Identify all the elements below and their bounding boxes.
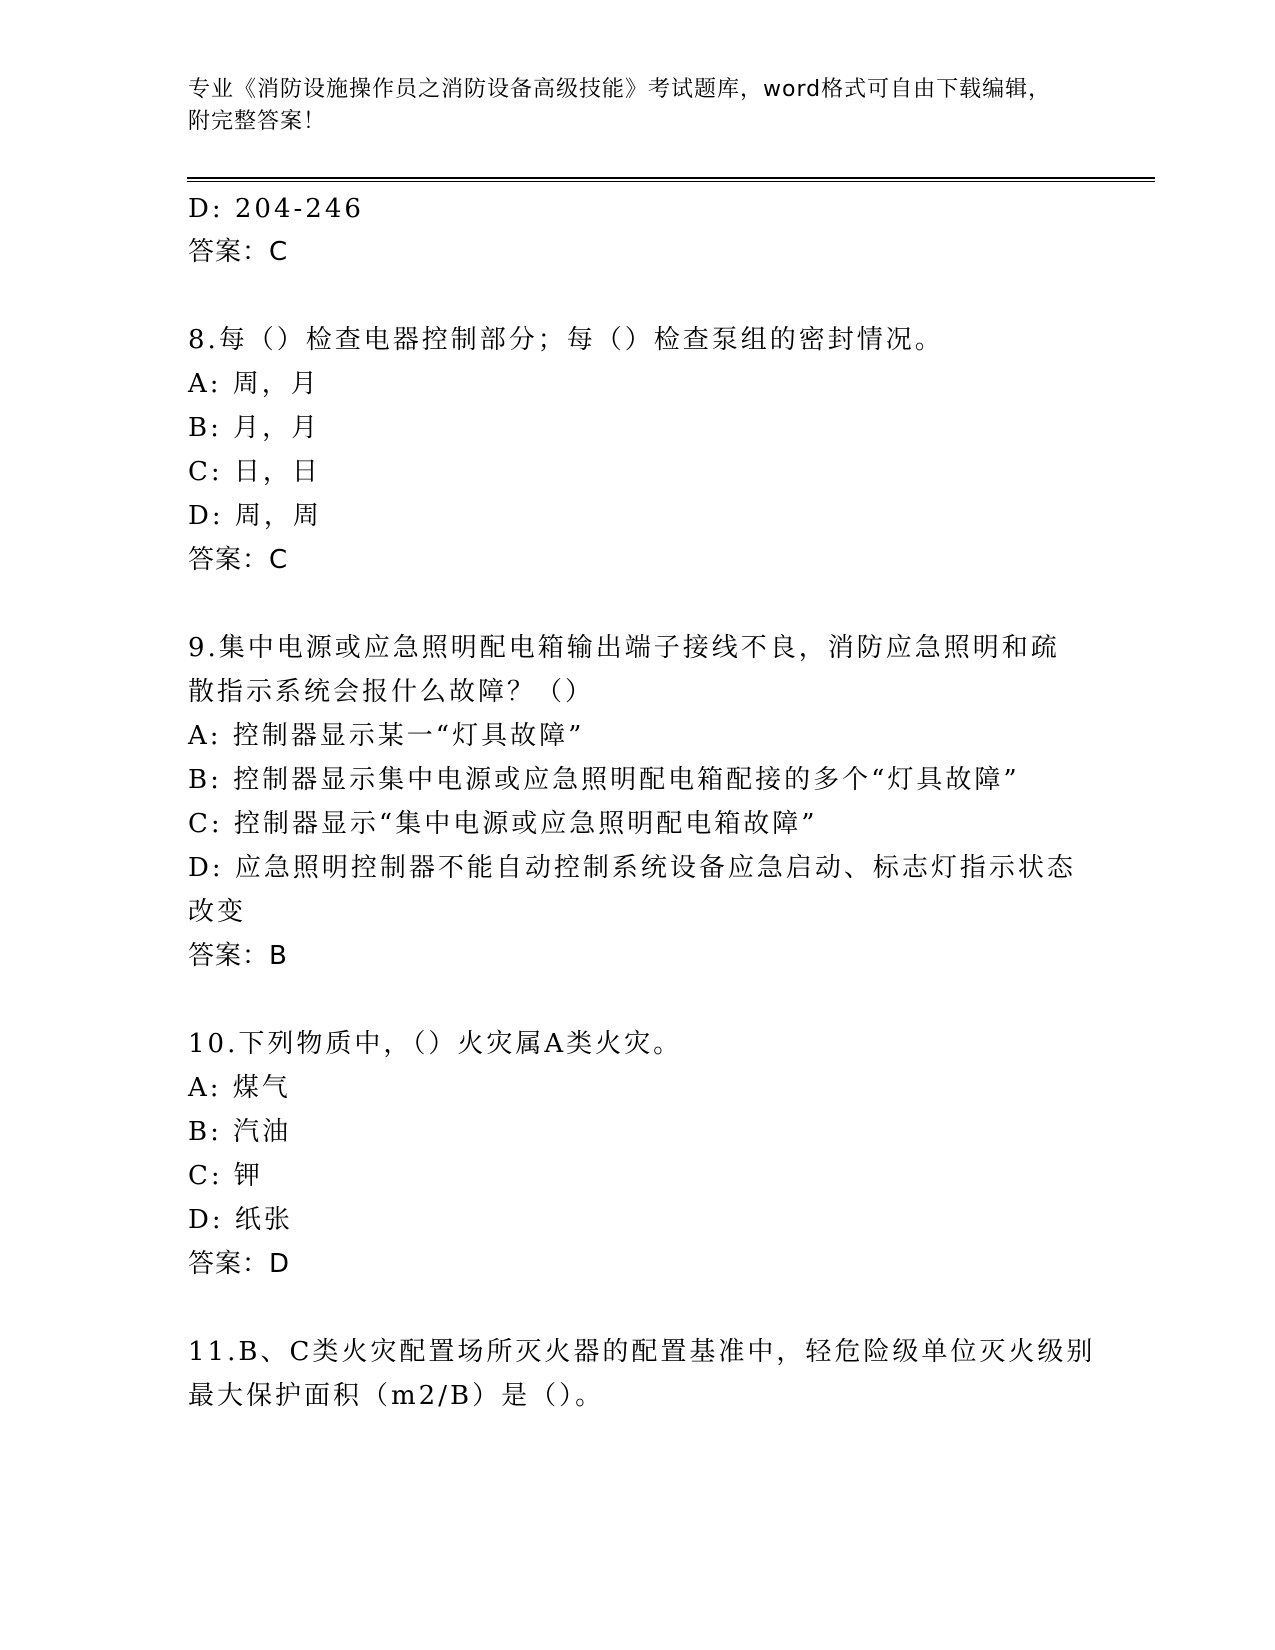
prev-option-d: D: 204-246 <box>188 194 364 224</box>
q9-option-b: B: 控制器显示集中电源或应急照明配电箱配接的多个“灯具故障” <box>188 765 1020 795</box>
header-divider-thick <box>187 177 1155 179</box>
q8-option-b: B: 月，月 <box>188 413 321 443</box>
q8-option-c: C: 日，日 <box>188 457 321 487</box>
q9-option-c: C: 控制器显示“集中电源或应急照明配电箱故障” <box>188 809 818 839</box>
q9-stem-line2: 散指示系统会报什么故障？（） <box>188 677 595 707</box>
q11-stem-line1: 11.B、C类火灾配置场所灭火器的配置基准中，轻危险级单位灭火级别 <box>188 1337 1096 1367</box>
q11-stem-line2: 最大保护面积（m2/B）是（）。 <box>188 1381 605 1411</box>
q10-option-c: C: 钾 <box>188 1161 263 1191</box>
q10-stem: 10.下列物质中，（）火灾属A类火灾。 <box>188 1029 683 1059</box>
q8-stem: 8.每（）检查电器控制部分；每（）检查泵组的密封情况。 <box>188 325 944 355</box>
q10-option-a: A: 煤气 <box>188 1073 291 1103</box>
q8-answer: 答案：C <box>188 545 289 575</box>
document-header: 专业《消防设施操作员之消防设备高级技能》考试题库，word格式可自由下载编辑，附完整答案！ <box>188 77 1052 134</box>
q10-answer: 答案：D <box>188 1249 291 1279</box>
q9-option-d-line1: D: 应急照明控制器不能自动控制系统设备应急启动、标志灯指示状态 <box>188 853 1076 883</box>
q10-option-b: B: 汽油 <box>188 1117 292 1147</box>
q8-option-a: A: 周，月 <box>188 369 320 399</box>
prev-answer: 答案：C <box>188 237 289 267</box>
q10-option-d: D: 纸张 <box>188 1205 293 1235</box>
q9-stem-line1: 9.集中电源或应急照明配电箱输出端子接线不良，消防应急照明和疏 <box>188 633 1060 663</box>
q9-answer: 答案：B <box>188 941 288 971</box>
q8-option-d: D: 周，周 <box>188 501 322 531</box>
q9-option-a: A: 控制器显示某一“灯具故障” <box>188 721 585 751</box>
header-divider-thin <box>187 181 1155 182</box>
q9-option-d-line2: 改变 <box>188 897 247 927</box>
